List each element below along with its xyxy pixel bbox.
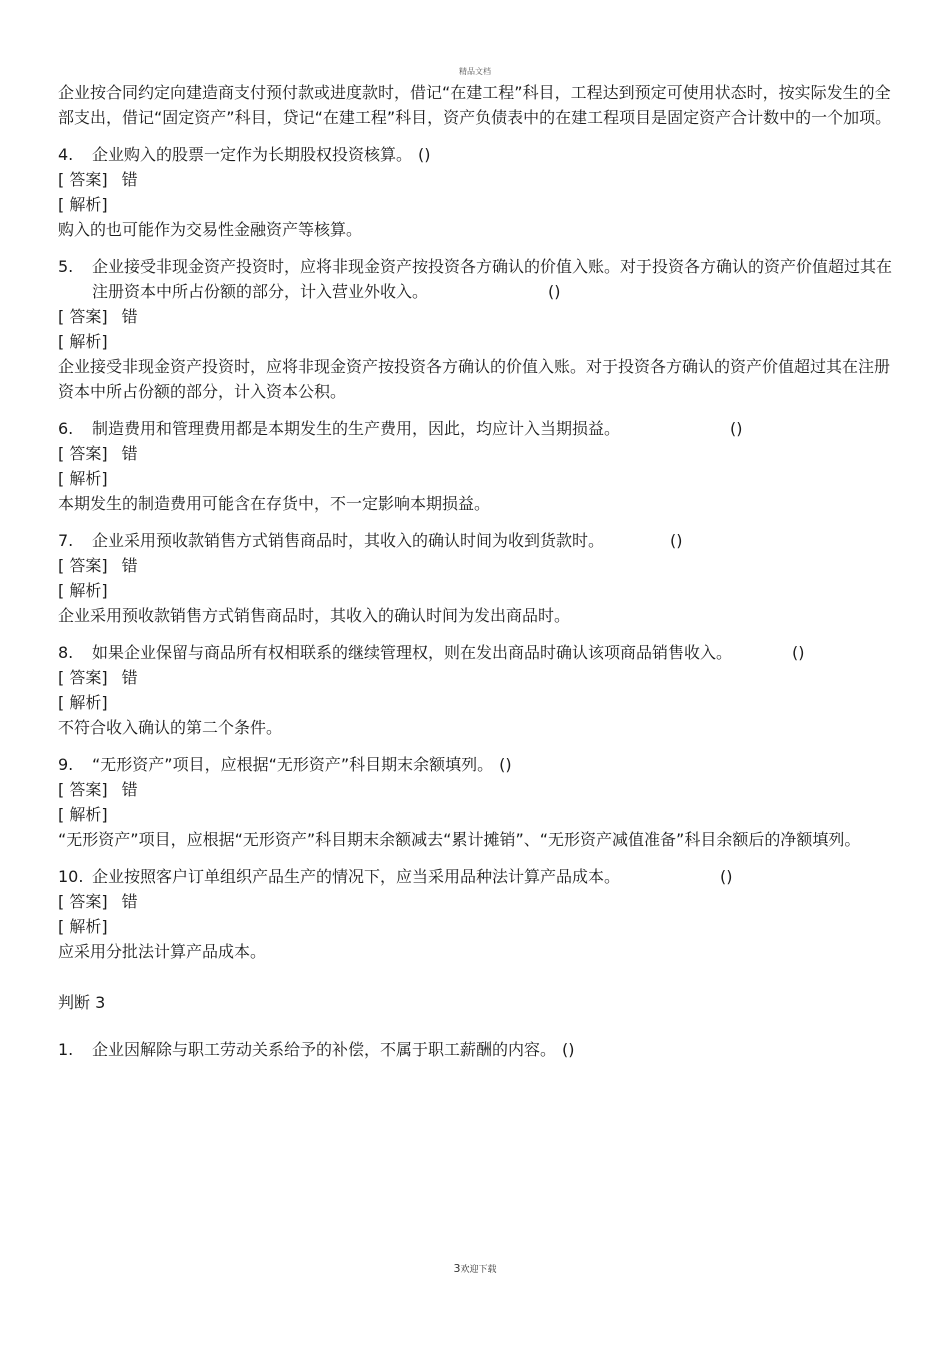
answer-blank: () xyxy=(499,755,512,774)
question-text: 企业采用预收款销售方式销售商品时，其收入的确认时间为收到货款时。 xyxy=(92,531,605,550)
analysis-label: [ 解析] xyxy=(58,581,108,600)
section-question-1 xyxy=(58,1037,898,1062)
analysis-text: 购入的也可能作为交易性金融资产等核算。 xyxy=(58,220,363,239)
footer-text: 欢迎下载 xyxy=(460,1265,497,1275)
analysis-text: 企业采用预收款销售方式销售商品时，其收入的确认时间为发出商品时。 xyxy=(58,606,571,625)
analysis-label: [ 解析] xyxy=(58,195,108,214)
question-number: 10. xyxy=(58,867,84,886)
answer-label: [ 答案] xyxy=(58,892,108,911)
question-text: 制造费用和管理费用都是本期发生的生产费用，因此，均应计入当期损益。 xyxy=(92,419,621,438)
question-4 xyxy=(58,142,898,242)
answer-label: [ 答案] xyxy=(58,170,108,189)
question-5 xyxy=(58,254,898,404)
analysis-text: 企业接受非现金资产投资时，应将非现金资产按投资各方确认的价值入账。对于投资各方确认的资产价值超过其在注册资本中所占份额的部分，计入资本公积。 xyxy=(58,357,891,401)
answer-value: 错 xyxy=(121,556,138,575)
answer-blank: () xyxy=(720,867,733,886)
answer-value: 错 xyxy=(121,892,138,911)
answer-blank: () xyxy=(418,145,431,164)
section-title: 判断 3 xyxy=(58,993,106,1012)
page-footer xyxy=(0,1262,950,1275)
answer-value: 错 xyxy=(121,307,138,326)
document-body xyxy=(58,80,898,1062)
analysis-label: [ 解析] xyxy=(58,917,108,936)
analysis-label: [ 解析] xyxy=(58,332,108,351)
question-number: 5. xyxy=(58,257,74,276)
question-10 xyxy=(58,864,898,964)
analysis-text: “无形资产”项目，应根据“无形资产”科目期末余额减去“累计摊销”、“无形资产减值准备”科目余额后的净额填列。 xyxy=(58,830,861,849)
question-text: 企业按照客户订单组织产品生产的情况下，应当采用品种法计算产品成本。 xyxy=(92,867,621,886)
question-6 xyxy=(58,416,898,516)
question-text: 企业接受非现金资产投资时，应将非现金资产按投资各方确认的价值入账。对于投资各方确认的资产价值超过其在注册资本中所占份额的部分，计入营业外收入。 xyxy=(92,257,893,301)
answer-label: [ 答案] xyxy=(58,780,108,799)
answer-blank: () xyxy=(792,643,805,662)
question-number: 6. xyxy=(58,419,74,438)
analysis-text: 应采用分批法计算产品成本。 xyxy=(58,942,267,961)
answer-value: 错 xyxy=(121,444,138,463)
analysis-label: [ 解析] xyxy=(58,805,108,824)
analysis-label: [ 解析] xyxy=(58,693,108,712)
question-text: 企业因解除与职工劳动关系给予的补偿，不属于职工薪酬的内容。 xyxy=(92,1040,557,1059)
question-8 xyxy=(58,640,898,740)
question-number: 1. xyxy=(58,1040,74,1059)
analysis-label: [ 解析] xyxy=(58,469,108,488)
question-7 xyxy=(58,528,898,628)
analysis-text: 不符合收入确认的第二个条件。 xyxy=(58,718,283,737)
answer-value: 错 xyxy=(121,170,138,189)
answer-value: 错 xyxy=(121,780,138,799)
answer-label: [ 答案] xyxy=(58,307,108,326)
question-9 xyxy=(58,752,898,852)
question-text: “无形资产”项目，应根据“无形资产”科目期末余额填列。 xyxy=(92,755,494,774)
question-text: 如果企业保留与商品所有权相联系的继续管理权，则在发出商品时确认该项商品销售收入。 xyxy=(92,643,733,662)
answer-blank: () xyxy=(562,1040,575,1059)
answer-blank: () xyxy=(670,531,683,550)
answer-label: [ 答案] xyxy=(58,556,108,575)
answer-blank: () xyxy=(730,419,743,438)
answer-blank: () xyxy=(548,282,561,301)
question-number: 7. xyxy=(58,531,74,550)
answer-value: 错 xyxy=(121,668,138,687)
question-text: 企业购入的股票一定作为长期股权投资核算。 xyxy=(92,145,413,164)
page-number: 3 xyxy=(453,1262,461,1275)
question-number: 4. xyxy=(58,145,74,164)
answer-label: [ 答案] xyxy=(58,668,108,687)
answer-label: [ 答案] xyxy=(58,444,108,463)
question-number: 9. xyxy=(58,755,74,774)
analysis-text: 本期发生的制造费用可能含在存货中，不一定影响本期损益。 xyxy=(58,494,491,513)
intro-paragraph: 企业按合同约定向建造商支付预付款或进度款时，借记“在建工程”科目，工程达到预定可使用状态时，按实际发生的全部支出，借记“固定资产”科目，贷记“在建工程”科目，资产负债表中的在建工程项目是固定资产合计数中的一个加项。 xyxy=(58,83,892,127)
page-header: 精品文档 xyxy=(459,67,491,76)
question-number: 8. xyxy=(58,643,74,662)
